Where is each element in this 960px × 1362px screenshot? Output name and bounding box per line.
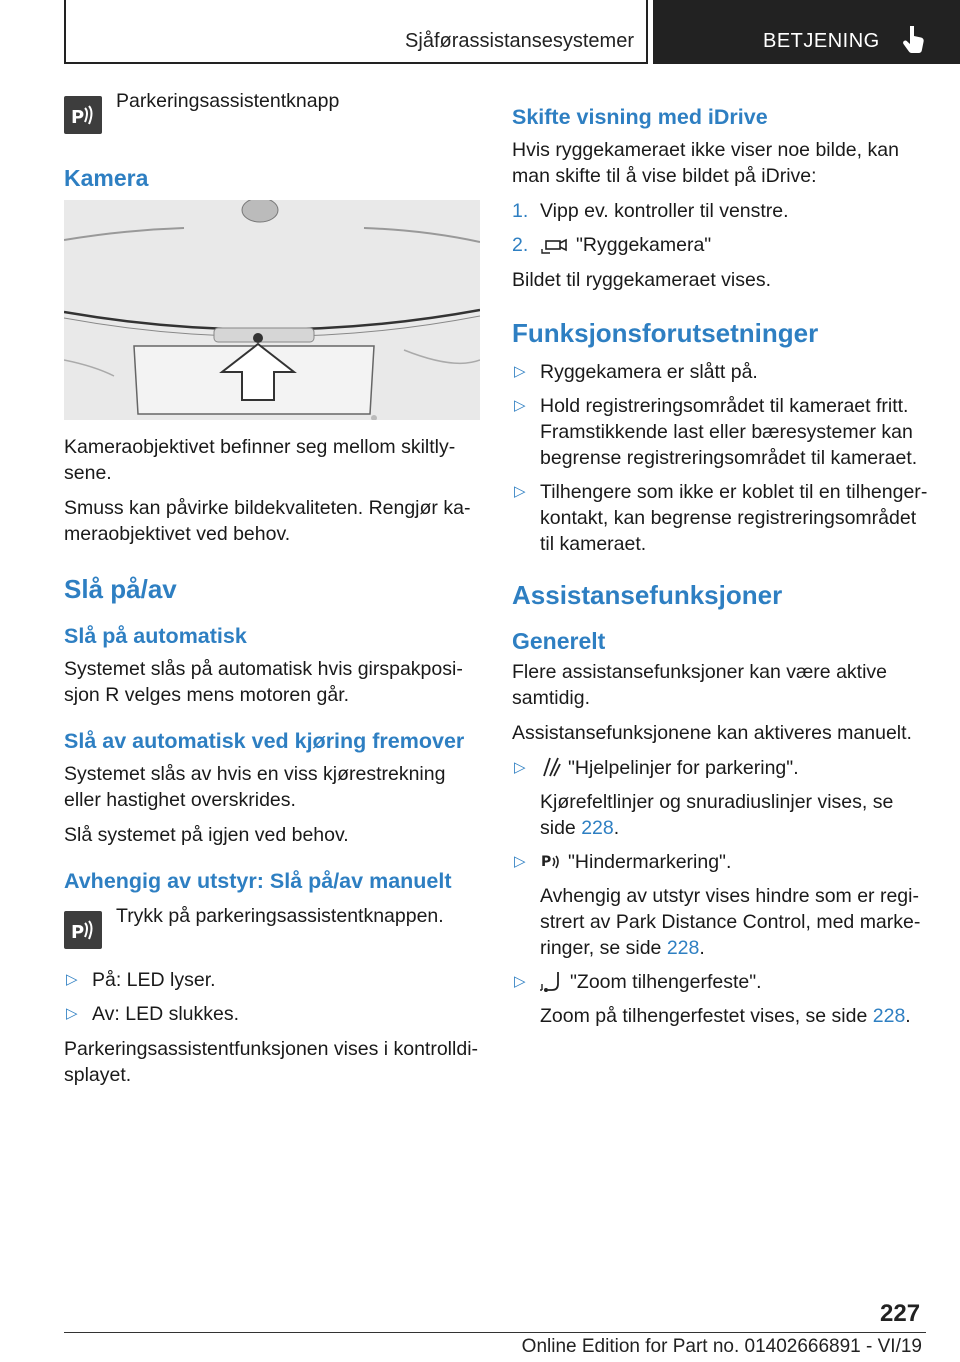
requirements-list	[512, 359, 932, 557]
heading-auto-on: Slå på automatisk	[64, 624, 247, 648]
heading-manual: Avhengig av utstyr: Slå på/av manuelt	[64, 869, 452, 893]
footer-edition: Online Edition for Part no. 01402666891 - VI/19	[521, 1336, 922, 1357]
triangle-bullet-icon: ▷	[514, 759, 526, 776]
footer-divider	[64, 1332, 926, 1333]
page-link[interactable]: 228	[581, 817, 614, 839]
list-item: ▷ Tilhengere som ikke er koblet til en tilhengerkontakt, kan begrense registreringsområdet til kameraet.	[514, 481, 928, 555]
kamera-text-1: Kameraobjektivet befinner seg mellom skiltlysene.	[64, 436, 456, 484]
kamera-text-2: Smuss kan påvirke bildekvaliteten. Rengjør kameraobjektivet ved behov.	[64, 497, 471, 545]
steps-end-text: Bildet til ryggekameraet vises.	[512, 269, 772, 291]
list-item: 1. Vipp ev. kontroller til venstre.	[512, 200, 789, 222]
heading-sla-pa-av: Slå på/av	[64, 574, 177, 604]
skifte-text: Hvis ryggekameraet ikke viser noe bilde, kan man skifte til å vise bildet på iDrive:	[512, 139, 899, 187]
chapter-title: BETJENING	[763, 30, 880, 52]
manual-button-row	[64, 897, 484, 963]
heading-kamera: Kamera	[64, 165, 149, 191]
list-item: ▷ P "Hindermarkering". Avhengig av utstyr vises hindre som er registrert av Park Distance Control, med markeringer, se side 228.	[514, 851, 921, 959]
button-legend	[64, 82, 484, 140]
steps-list	[512, 198, 932, 258]
triangle-bullet-icon: ▷	[514, 973, 526, 990]
section-title: Sjåførassistansesystemer	[405, 30, 634, 52]
manual-end-text: Parkeringsassistentfunksjonen vises i kontrolldisplayet.	[64, 1038, 479, 1086]
list-item: ▷ "Zoom tilhengerfeste". Zoom på tilhengerfestet vises, se side 228.	[514, 971, 911, 1027]
parking-lines-icon	[540, 756, 562, 778]
button-caption: Parkeringsassistentknapp	[116, 90, 340, 112]
heading-auto-off: Slå av automatisk ved kjøring fremover	[64, 729, 465, 753]
trailer-hitch-zoom-icon	[540, 970, 564, 992]
section-tab	[64, 0, 648, 64]
list-item: ▷ "Hjelpelinjer for parkering". Kjørefeltlinjer og snuradiuslinjer vises, se side 228.	[514, 757, 894, 839]
list-item: ▷ Hold registreringsområdet til kameraet fritt. Framstikkende last eller bæresystemer kan begrense registreringsområdet til kameraet.	[514, 395, 918, 469]
triangle-bullet-icon: ▷	[514, 853, 526, 870]
assist-functions-list	[512, 755, 932, 1029]
heading-generelt: Generelt	[512, 628, 606, 654]
svg-text:P: P	[71, 107, 85, 128]
park-assist-button-icon	[64, 911, 102, 949]
triangle-bullet-icon: ▷	[514, 483, 526, 500]
generelt-text-1: Flere assistansefunksjoner kan være aktive samtidig.	[512, 661, 888, 709]
page-link[interactable]: 228	[872, 1005, 906, 1027]
list-item: ▷ Ryggekamera er slått på.	[514, 361, 758, 383]
list-item: 2. "Ryggekamera"	[512, 234, 712, 256]
list-item: ▷ På: LED lyser.	[66, 969, 216, 991]
triangle-bullet-icon: ▷	[66, 1005, 78, 1022]
list-item: ▷ Av: LED slukkes.	[66, 1003, 240, 1025]
generelt-text-2: Assistansefunksjonene kan aktiveres manuelt.	[512, 722, 912, 744]
obstacle-marking-icon	[540, 850, 562, 872]
left-column	[64, 90, 484, 1097]
triangle-bullet-icon: ▷	[66, 971, 78, 988]
hand-pointer-icon	[901, 24, 927, 54]
auto-off-text-1: Systemet slås av hvis en viss kjørestrekning eller hastighet overskrides.	[64, 763, 446, 811]
triangle-bullet-icon: ▷	[514, 363, 526, 380]
park-assist-button-icon	[64, 96, 102, 134]
chapter-tab	[653, 0, 960, 64]
manual-press-text: Trykk på parkeringsassistentknappen.	[116, 905, 444, 927]
svg-text:P: P	[71, 922, 85, 943]
heading-funksjonsforutsetninger: Funksjonsforutsetninger	[512, 318, 819, 348]
triangle-bullet-icon: ▷	[514, 397, 526, 414]
auto-off-text-2: Slå systemet på igjen ved behov.	[64, 824, 349, 846]
rear-camera-illustration	[64, 200, 480, 420]
page-number: 227	[880, 1300, 921, 1327]
rear-camera-icon	[540, 235, 570, 255]
page-link[interactable]: 228	[666, 937, 700, 959]
svg-text:P: P	[541, 854, 552, 870]
heading-skifte: Skifte visning med iDrive	[512, 105, 768, 129]
heading-assistansefunksjoner: Assistansefunksjoner	[512, 580, 783, 610]
page-header	[64, 0, 960, 66]
manual-list	[64, 967, 484, 1027]
right-column	[512, 96, 932, 1038]
auto-on-text: Systemet slås på automatisk hvis girspakposisjon R velges mens motoren går.	[64, 658, 463, 706]
